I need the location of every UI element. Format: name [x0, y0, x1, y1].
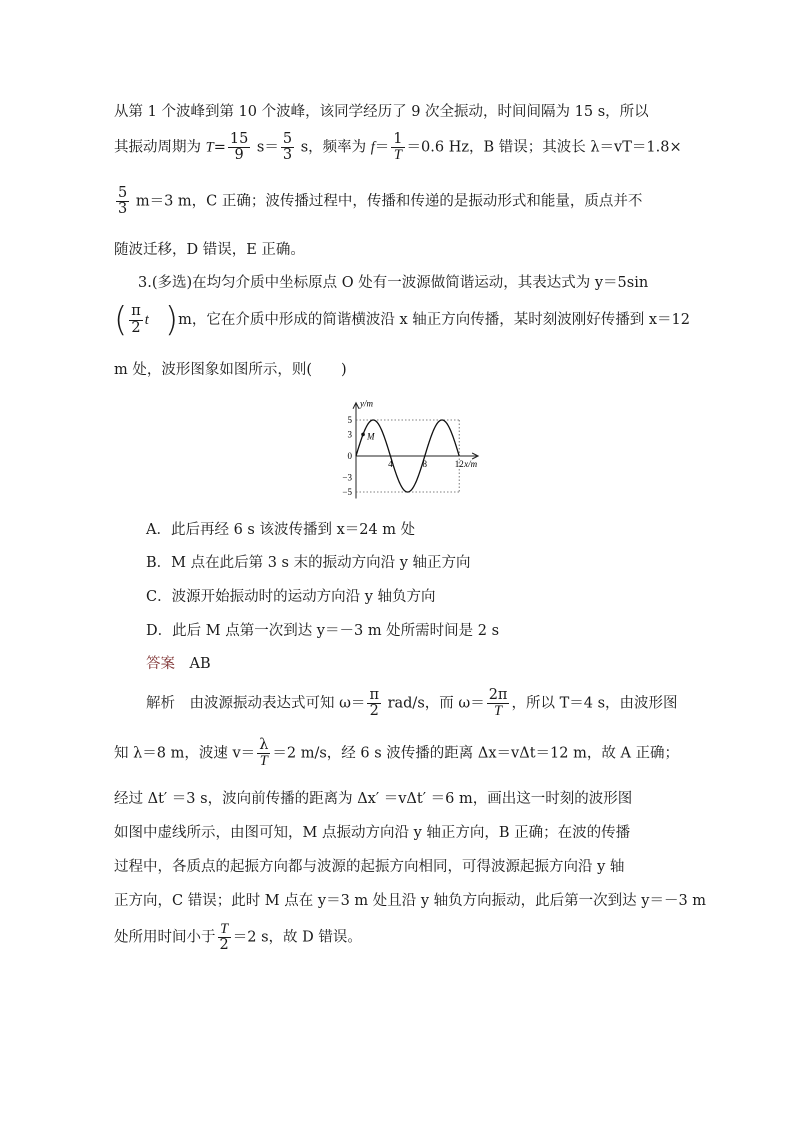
right-paren: ): [164, 300, 179, 340]
analysis-line6: 正方向，C 错误；此时 M 点在 y＝3 m 处且沿 y 轴负方向振动，此后第一次到达 y＝－3 m: [114, 893, 707, 909]
answer-value: AB: [189, 656, 211, 672]
wave-graph: [336, 388, 496, 498]
y-tick-label: 5: [347, 415, 352, 425]
x-tick-label: 12: [454, 459, 464, 469]
y-tick-label: −3: [342, 472, 352, 483]
option-a: A．此后再经 6 s 该波传播到 x＝24 m 处: [146, 522, 416, 538]
option-c: C．波源开始振动时的运动方向沿 y 轴负方向: [146, 589, 436, 605]
fraction-lambda-T: $\frac{\lambda}{T}$: [259, 737, 269, 770]
fraction-2pi-T: $\frac{2\pi}{T}$: [488, 687, 508, 720]
analysis-line4: 如图中虚线所示，由图可知，M 点振动方向沿 y 轴正方向，B 正确；在波的传播: [114, 825, 631, 841]
paragraph1-line4: 随波迁移，D 错误，E 正确。: [114, 242, 305, 258]
option-b: B．M 点在此后第 3 s 末的振动方向沿 y 轴正方向: [146, 555, 471, 571]
analysis-line5: 过程中，各质点的起振方向都与波源的起振方向相同，可得波源起振方向沿 y 轴: [114, 859, 625, 875]
fraction-pi-2-b: $\frac{\pi}{2}$: [369, 687, 379, 720]
fraction-5-3: $\frac{5}{3}$: [282, 131, 293, 164]
x-tick-label: 4: [388, 459, 393, 469]
question-line3: m 处，波形图象如图所示，则( ): [114, 362, 347, 378]
wave-plot: [342, 399, 478, 499]
y-tick-label: −5: [342, 487, 352, 497]
answer-label: 答案: [146, 656, 175, 672]
paragraph1-line2: 其振动周期为 T= $\frac{15}{9}$ s＝ $\frac{5}{3}$ s，频率为 f＝ $\frac{1}{T}$ ＝0.6 Hz，B 错误；其波长 λ＝vT＝1.8×: [114, 131, 682, 164]
point-m: [361, 433, 365, 437]
paragraph1-line1: 从第 1 个波峰到第 10 个波峰，该同学经历了 9 次全振动，时间间隔为 15 s，所以: [114, 104, 649, 120]
y-tick-label: 3: [347, 429, 352, 440]
paragraph1-line3: $\frac{5}{3}$ m＝3 m，C 正确；波传播过程中，传播和传递的是振动形式和能量，质点并不: [118, 185, 643, 218]
y-tick-label: 0: [347, 451, 352, 461]
analysis-label: 解析: [146, 695, 175, 712]
question-line1: 3.(多选)在均匀介质中坐标原点 O 处有一波源做简谐运动，其表达式为 y＝5sin: [138, 275, 649, 291]
fraction-1-T: $\frac{1}{T}$: [393, 131, 403, 164]
fraction-15-9: $\frac{15}{9}$: [229, 131, 249, 164]
left-paren: (: [114, 300, 128, 340]
fraction-pi-2: $\frac{\pi}{2}$: [131, 303, 141, 336]
x-tick-label: 8: [422, 459, 428, 469]
analysis-line3: 经过 Δt′ ＝3 s，波向前传播的距离为 Δx′ ＝vΔt′ ＝6 m，画出这一时刻的波形图: [114, 791, 633, 807]
question-line2: ( $\frac{\pi}{2}$ t )m，它在介质中形成的简谐横波沿 x 轴正方向传播，某时刻波刚好传播到 x＝12: [114, 300, 690, 340]
analysis-line1: 解析 由波源振动表达式可知 ω＝ $\frac{\pi}{2}$ rad/s，而 ω＝ $\frac{2\pi}{T}$ ，所以 T＝4 s，由波形图: [146, 687, 678, 720]
y-axis-label: y/m: [360, 398, 373, 409]
fraction-T-2: $\frac{T}{2}$: [219, 921, 229, 954]
analysis-line2: 知 λ＝8 m，波速 v＝ $\frac{\lambda}{T}$ ＝2 m/s，经 6 s 波传播的距离 Δx＝vΔt＝12 m，故 A 正确；: [114, 737, 680, 770]
answer-row: [146, 652, 211, 673]
point-m-label: M: [367, 431, 375, 442]
analysis-line7: 处所用时间小于 $\frac{T}{2}$ ＝2 s，故 D 错误。: [114, 921, 362, 954]
option-d: D．此后 M 点第一次到达 y＝－3 m 处所需时间是 2 s: [146, 623, 500, 639]
fraction-5-3-b: $\frac{5}{3}$: [118, 185, 128, 218]
x-axis-label: x/m: [464, 459, 478, 469]
